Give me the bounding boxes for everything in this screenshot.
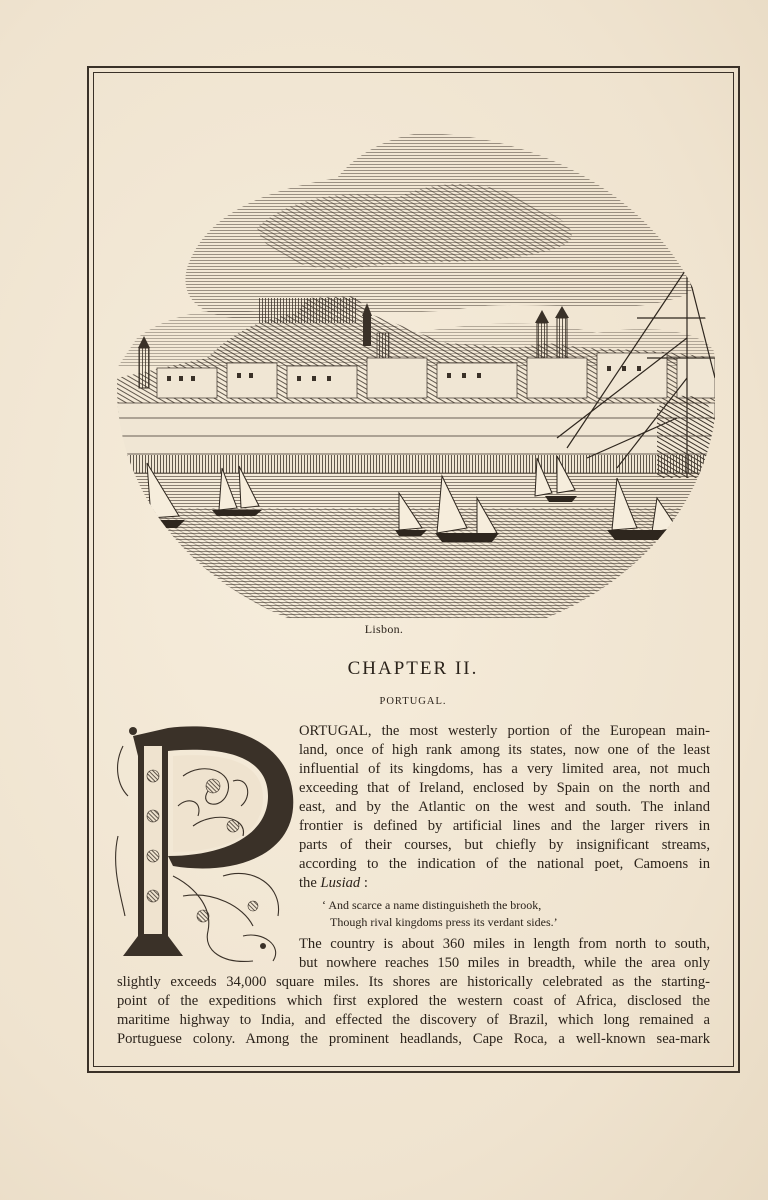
body-line-9 [299,874,368,892]
body-line-1: ORTUGAL, the most westerly portion of the European main- [299,723,710,739]
body-line-10: The country is about 360 miles in length from north to south, [299,936,710,952]
verse-line-2: Though rival kingdoms press its verdant sides.’ [330,915,558,929]
lusiad-title: Lusiad [320,875,361,891]
body-line-7: parts of their courses, but chiefly by insignificant streams, [299,837,710,853]
body-line-11: but nowhere reaches 150 miles in breadth, while the area only [299,955,710,971]
chapter-subtitle: PORTUGAL. [379,696,447,707]
illustration-caption: Lisbon. [364,622,404,636]
body-line-2: land, once of high rank among its states, now one of the least [299,742,710,758]
body-line-3: influential of its kingdoms, has a very limited area, not much [299,761,710,777]
ornamental-initial-p [113,716,297,971]
body-line-9-suffix: : [360,875,368,891]
lisbon-engraving [117,118,715,618]
body-line-9-prefix: the [299,875,321,891]
verse-line-1: ‘ And scarce a name distinguisheth the brook, [322,898,542,912]
body-line-13: point of the expeditions which first explored the western coast of Africa, disclosed the [117,993,710,1009]
body-line-12: slightly exceeds 34,000 square miles. Its shores are historically celebrated as the starting- [117,974,710,990]
chapter-heading: CHAPTER II. [347,658,479,679]
body-line-4: exceeding that of Ireland, enclosed by Spain on the north and [299,780,710,796]
body-line-6: frontier is defined by artificial lines and the larger rivers in [299,818,710,834]
body-line-5: east, and by the Atlantic on the west and south. The inland [299,799,710,815]
body-line-8: according to the indication of the national poet, Camoens in [299,856,710,872]
body-line-14: maritime highway to India, and effected the discovery of Brazil, which long remained a [117,1012,710,1028]
body-line-15: Portuguese colony. Among the prominent headlands, Cape Roca, a well-known sea-mark [117,1031,710,1047]
